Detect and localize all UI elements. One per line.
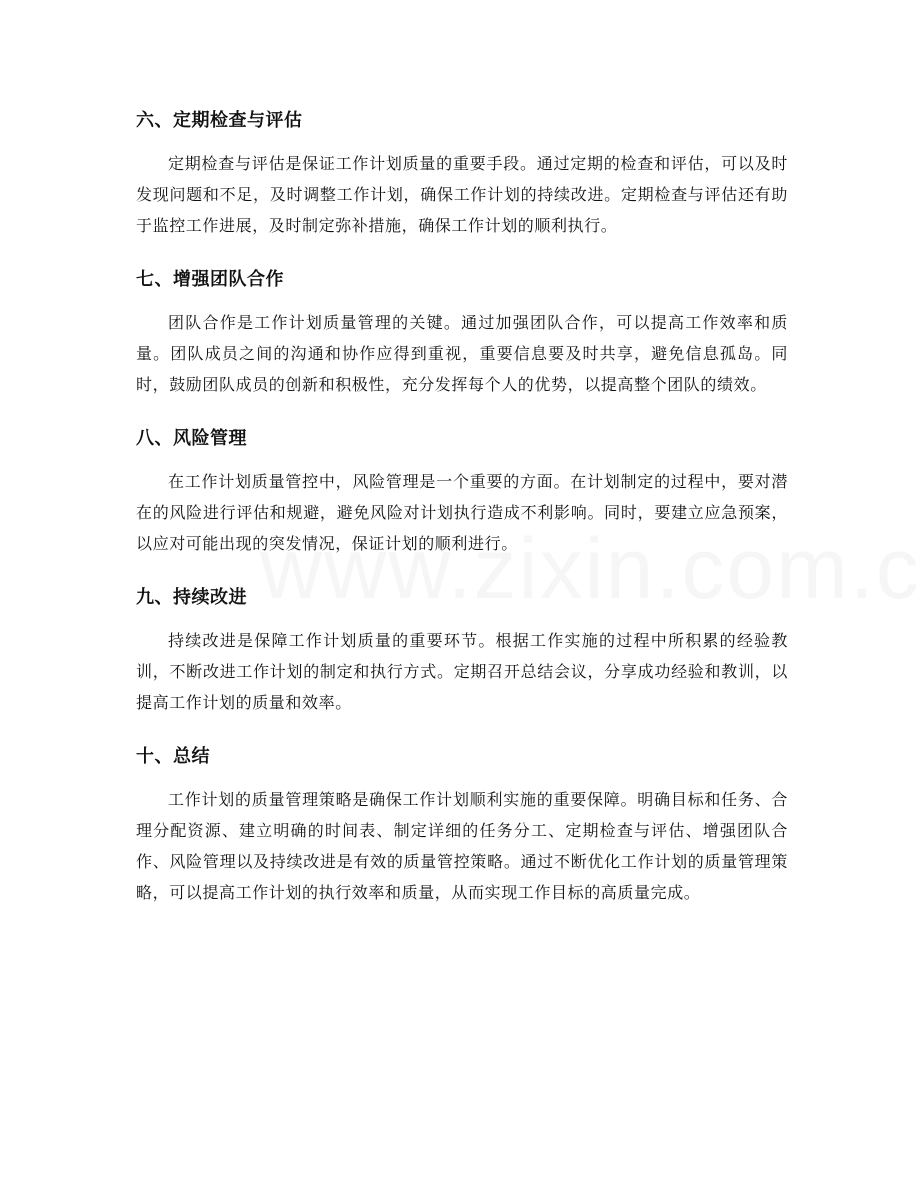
section-paragraph: 在工作计划质量管控中，风险管理是一个重要的方面。在计划制定的过程中，要对潜在的风险进行评估和规避，避免风险对计划执行造成不利影响。同时，要建立应急预案，以应对可能出现的突发情况，保证计划的顺利进行。: [136, 472, 788, 553]
section-title: 九、持续改进: [136, 587, 247, 608]
section-paragraph: 团队合作是工作计划质量管理的关键。通过加强团队合作，可以提高工作效率和质量。团队成员之间的沟通和协作应得到重视，重要信息要及时共享，避免信息孤岛。同时，鼓励团队成员的创新和积极性，充分发挥每个人的优势，以提高整个团队的绩效。: [136, 313, 788, 394]
section-9: [136, 577, 788, 718]
section-10: [136, 736, 788, 908]
section-title: 十、总结: [136, 746, 210, 767]
section-8: [136, 418, 788, 559]
section-title: 八、风险管理: [136, 428, 247, 449]
section-6: [136, 100, 788, 241]
document-page: [136, 100, 788, 926]
section-title: 六、定期检查与评估: [136, 110, 303, 131]
section-paragraph: 定期检查与评估是保证工作计划质量的重要手段。通过定期的检查和评估，可以及时发现问题和不足，及时调整工作计划，确保工作计划的持续改进。定期检查与评估还有助于监控工作进展，及时制定弥补措施，确保工作计划的顺利执行。: [136, 154, 788, 235]
section-title: 七、增强团队合作: [136, 269, 284, 290]
section-paragraph: 工作计划的质量管理策略是确保工作计划顺利实施的重要保障。明确目标和任务、合理分配资源、建立明确的时间表、制定详细的任务分工、定期检查与评估、增强团队合作、风险管理以及持续改进是有效的质量管控策略。通过不断优化工作计划的质量管理策略，可以提高工作计划的执行效率和质量，从而实现工作目标的高质量完成。: [136, 790, 788, 902]
section-paragraph: 持续改进是保障工作计划质量的重要环节。根据工作实施的过程中所积累的经验教训，不断改进工作计划的制定和执行方式。定期召开总结会议，分享成功经验和教训，以提高工作计划的质量和效率。: [136, 631, 788, 712]
section-7: [136, 259, 788, 400]
